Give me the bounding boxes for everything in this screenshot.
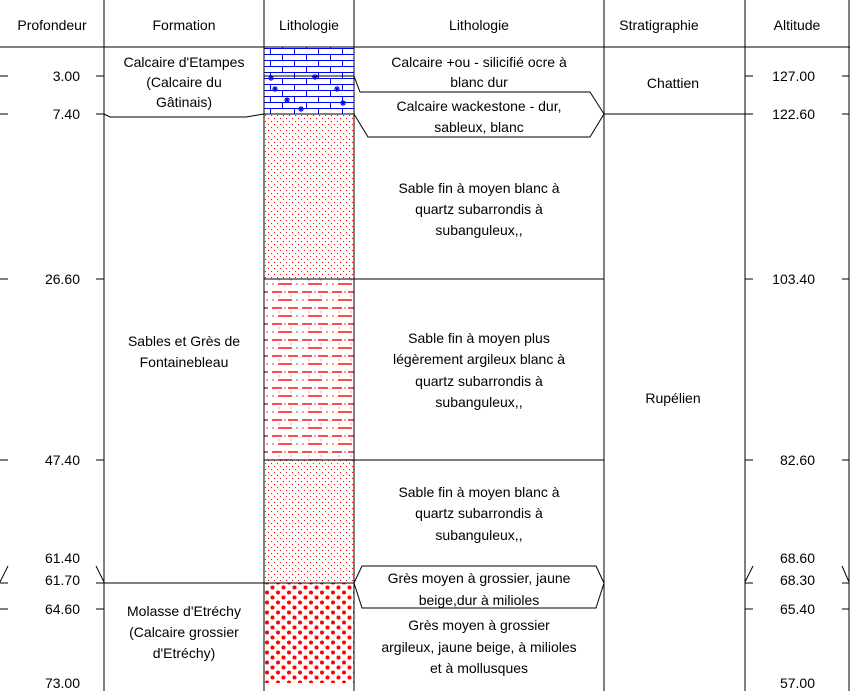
lithology-description-line: quartz subarrondis à [415,505,543,521]
altitude-label: 68.60 [779,550,815,566]
header-altitude: Altitude [773,17,821,33]
formation-label-line: d'Etréchy) [152,645,216,661]
pattern-clayey-sand [264,279,354,460]
lithology-description-line: Sable fin à moyen blanc à [398,484,560,500]
depth-label: 61.40 [44,550,80,566]
altitude-label: 103.40 [772,271,815,287]
header-stratigraphy: Stratigraphie [619,17,699,33]
lithology-description-line: quartz subarrondis à [415,201,543,217]
altitude-label: 127.00 [772,68,815,84]
stage-label-chattien: Chattien [646,75,700,91]
altitude-label: 68.30 [779,572,815,588]
lithology-description-line: subanguleux,, [435,394,523,410]
lithology-pattern-column [264,47,354,683]
formation-label-line: Fontainebleau [139,354,229,370]
formation-labels [124,54,245,661]
depth-label: 64.60 [44,601,80,617]
pattern-silicified-limestone [264,76,354,114]
depth-labels [45,68,80,691]
header-formation: Formation [152,17,216,33]
lithology-description-line: Calcaire wackestone - dur, [396,98,562,114]
lithology-descriptions [381,54,576,676]
formation-label-line: Molasse d'Etréchy [127,603,241,619]
stratigraphy-labels [645,75,700,406]
formation-label-line: (Calcaire du [146,74,222,90]
header-row [17,17,820,33]
lithology-description-line: et à mollusques [429,660,529,676]
altitude-label: 65.40 [779,601,815,617]
formation-label-line: Calcaire d'Etampes [123,54,245,70]
formation-label-line: (Calcaire grossier [129,624,239,640]
lithology-description-line: beige,dur à milioles [418,592,540,608]
lithology-description-line: Grès moyen à grossier [408,617,550,633]
lithology-description-line: subanguleux,, [435,527,523,543]
formation-label-line: Gâtinais) [155,94,213,110]
lithology-description-line: argileux, jaune beige, à milioles [381,639,577,655]
depth-label: 47.40 [44,452,80,468]
depth-label: 7.40 [52,106,80,122]
lithology-description-line: Calcaire +ou - silicifié ocre à [391,54,567,70]
pattern-sand [264,460,354,583]
depth-label: 73.00 [44,675,80,691]
lithology-description-line: Sable fin à moyen blanc à [398,180,560,196]
lithology-description-line: blanc dur [450,74,508,90]
header-depth: Profondeur [17,17,87,33]
lithology-description-line: légèrement argileux blanc à [393,351,565,367]
lithology-description-line: Grès moyen à grossier, jaune [387,570,571,586]
pattern-sand [264,114,354,279]
stage-label-rupelien: Rupélien [645,390,701,406]
depth-label: 26.60 [44,271,80,287]
lithology-description-line: quartz subarrondis à [415,373,543,389]
lithology-description-line: Sable fin à moyen plus [408,330,550,346]
lithology-description-line: sableux, blanc [434,119,524,135]
header-lithology-pattern: Lithologie [279,17,339,33]
pattern-limestone [264,47,354,76]
header-lithology-description: Lithologie [449,17,509,33]
pattern-sandstone [264,583,354,683]
depth-label: 3.00 [52,68,80,84]
altitude-label: 122.60 [772,106,815,122]
altitude-label: 82.60 [779,452,815,468]
formation-label-line: Sables et Grès de [127,333,241,349]
lithology-description-line: subanguleux,, [435,222,523,238]
altitude-label: 57.00 [779,675,815,691]
altitude-labels [772,68,815,691]
depth-label: 61.70 [44,572,80,588]
